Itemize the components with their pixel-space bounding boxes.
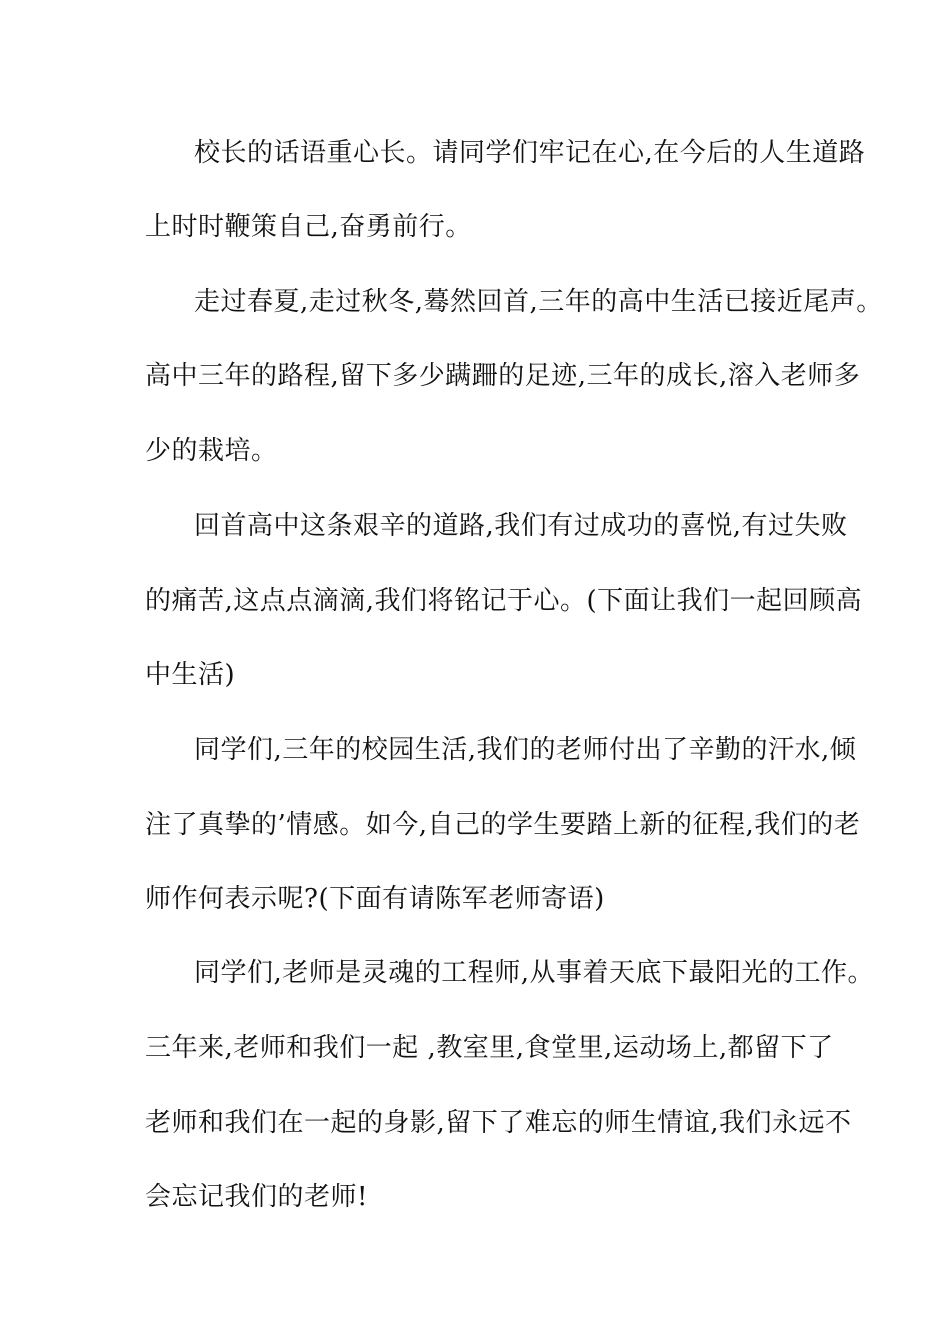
paragraph-2-line-1: 走过春夏,走过秋冬,蓦然回首,三年的高中生活已接近尾声。 [194,287,883,317]
paragraph-1-line-1: 校长的话语重心长。请同学们牢记在心,在今后的人生道路 [194,138,866,168]
paragraph-4-line-3: 师作何表示呢?(下面有请陈军老师寄语) [145,884,605,914]
paragraph-2-line-2: 高中三年的路程,留下多少蹒跚的足迹,三年的成长,溶入老师多 [145,361,861,391]
paragraph-5-line-2: 三年来,老师和我们一起 ,教室里,食堂里,运动场上,都留下了 [145,1033,834,1063]
paragraph-4-line-2: 注了真挚的’情感。如今,自己的学生要踏上新的征程,我们的老 [145,810,861,840]
paragraph-5-line-1: 同学们,老师是灵魂的工程师,从事着天底下最阳光的工作。 [194,958,875,988]
paragraph-2-line-3: 少的栽培。 [145,436,278,466]
paragraph-4-line-1: 同学们,三年的校园生活,我们的老师付出了辛勤的汗水,倾 [194,735,857,765]
paragraph-3-line-2: 的痛苦,这点点滴滴,我们将铭记于心。(下面让我们一起回顾高 [145,586,863,616]
paragraph-3-line-3: 中生活) [145,660,236,690]
paragraph-5-line-3: 老师和我们在一起的身影,留下了难忘的师生情谊,我们永远不 [145,1108,852,1138]
paragraph-1-line-2: 上时时鞭策自己,奋勇前行。 [145,212,472,242]
paragraph-3-line-1: 回首高中这条艰辛的道路,我们有过成功的喜悦,有过失败 [194,511,848,541]
paragraph-5-line-4: 会忘记我们的老师! [145,1182,368,1212]
